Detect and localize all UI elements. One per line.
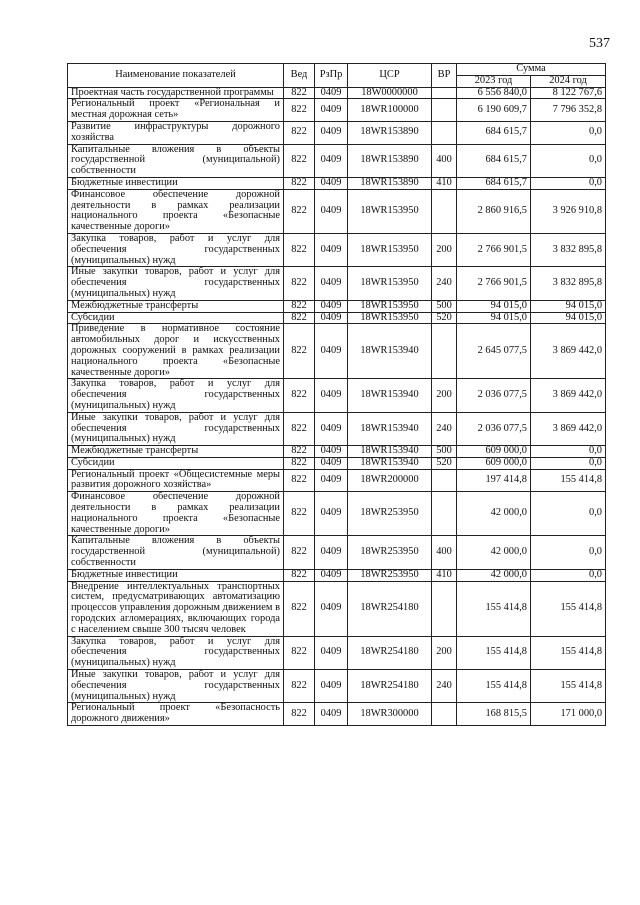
row-value-2024: 155 414,8 [531,469,606,492]
row-ved: 822 [284,412,315,445]
row-csr: 18WR153950 [348,312,432,324]
row-csr: 18WR153940 [348,324,432,379]
row-csr: 18WR200000 [348,469,432,492]
row-vr: 500 [432,446,457,458]
table-row [68,412,606,445]
row-ved: 822 [284,670,315,703]
row-name: Развитие инфраструктуры дорожного хозяйства [68,121,284,144]
row-vr: 410 [432,569,457,581]
row-name: Бюджетные инвестиции [68,569,284,581]
row-csr: 18WR300000 [348,703,432,726]
row-value-2024: 0,0 [531,177,606,189]
row-name: Капитальные вложения в объекты государственной (муниципальной) собственности [68,536,284,569]
row-ved: 822 [284,300,315,312]
row-name: Бюджетные инвестиции [68,177,284,189]
col-header-sum: Сумма [457,64,606,76]
row-rzpr: 0409 [315,324,348,379]
row-ved: 822 [284,267,315,300]
row-name: Иные закупки товаров, работ и услуг для обеспечения государственных (муниципальных) нужд [68,670,284,703]
row-csr: 18W0000000 [348,87,432,99]
row-ved: 822 [284,703,315,726]
row-value-2023: 168 815,5 [457,703,531,726]
row-rzpr: 0409 [315,144,348,177]
row-value-2023: 6 190 609,7 [457,99,531,122]
table-row [68,379,606,412]
row-ved: 822 [284,379,315,412]
row-ved: 822 [284,177,315,189]
row-value-2024: 8 122 767,6 [531,87,606,99]
table-row [68,703,606,726]
row-value-2024: 0,0 [531,144,606,177]
row-vr: 400 [432,144,457,177]
row-ved: 822 [284,312,315,324]
row-rzpr: 0409 [315,581,348,636]
row-rzpr: 0409 [315,312,348,324]
row-name: Закупка товаров, работ и услуг для обеспечения государственных (муниципальных) нужд [68,379,284,412]
table-header [68,64,606,88]
row-name: Субсидии [68,312,284,324]
row-csr: 18WR153940 [348,379,432,412]
row-csr: 18WR100000 [348,99,432,122]
row-ved: 822 [284,99,315,122]
row-name: Приведение в нормативное состояние автомобильных дорог и искусственных дорожных сооружений в рамках реализации национального проекта «Безопасные качественные дороги» [68,324,284,379]
table-row [68,636,606,669]
col-header-ved: Вед [284,64,315,88]
col-header-name: Наименование показателей [68,64,284,88]
row-value-2024: 0,0 [531,569,606,581]
table-row [68,121,606,144]
row-value-2024: 94 015,0 [531,312,606,324]
row-value-2023: 42 000,0 [457,536,531,569]
row-name: Закупка товаров, работ и услуг для обеспечения государственных (муниципальных) нужд [68,233,284,266]
row-name: Межбюджетные трансферты [68,300,284,312]
table-row [68,324,606,379]
row-value-2024: 7 796 352,8 [531,99,606,122]
row-rzpr: 0409 [315,189,348,233]
row-value-2024: 94 015,0 [531,300,606,312]
row-rzpr: 0409 [315,569,348,581]
row-csr: 18WR153950 [348,267,432,300]
col-header-2023: 2023 год [457,75,531,87]
row-csr: 18WR153950 [348,233,432,266]
row-value-2024: 0,0 [531,446,606,458]
table-row [68,99,606,122]
row-csr: 18WR253950 [348,536,432,569]
row-vr: 200 [432,636,457,669]
table-row [68,312,606,324]
col-header-rzpr: РзПр [315,64,348,88]
row-value-2023: 2 860 916,5 [457,189,531,233]
row-name: Капитальные вложения в объекты государственной (муниципальной) собственности [68,144,284,177]
row-value-2023: 155 414,8 [457,636,531,669]
row-vr [432,121,457,144]
row-value-2023: 2 036 077,5 [457,412,531,445]
row-value-2024: 3 832 895,8 [531,267,606,300]
row-value-2023: 684 615,7 [457,177,531,189]
row-vr: 400 [432,536,457,569]
row-value-2023: 609 000,0 [457,457,531,469]
table-row [68,233,606,266]
table-row [68,446,606,458]
row-vr [432,469,457,492]
row-value-2023: 684 615,7 [457,144,531,177]
row-value-2023: 2 036 077,5 [457,379,531,412]
row-value-2024: 3 832 895,8 [531,233,606,266]
row-vr [432,99,457,122]
row-csr: 18WR254180 [348,636,432,669]
row-vr [432,703,457,726]
row-value-2023: 684 615,7 [457,121,531,144]
row-vr [432,492,457,536]
row-csr: 18WR254180 [348,581,432,636]
table-row [68,177,606,189]
row-value-2023: 155 414,8 [457,581,531,636]
row-ved: 822 [284,469,315,492]
row-vr: 240 [432,670,457,703]
page-number: 537 [589,36,610,51]
table-row [68,457,606,469]
row-ved: 822 [284,189,315,233]
row-ved: 822 [284,87,315,99]
row-rzpr: 0409 [315,536,348,569]
row-rzpr: 0409 [315,412,348,445]
row-rzpr: 0409 [315,379,348,412]
row-vr [432,581,457,636]
row-name: Межбюджетные трансферты [68,446,284,458]
row-value-2023: 42 000,0 [457,492,531,536]
row-name: Региональный проект «Региональная и местная дорожная сеть» [68,99,284,122]
row-csr: 18WR153890 [348,144,432,177]
row-name: Региональный проект «Общесистемные меры развития дорожного хозяйства» [68,469,284,492]
table-row [68,536,606,569]
row-value-2024: 155 414,8 [531,670,606,703]
row-rzpr: 0409 [315,703,348,726]
row-value-2024: 3 869 442,0 [531,379,606,412]
row-value-2023: 155 414,8 [457,670,531,703]
row-value-2023: 94 015,0 [457,312,531,324]
row-name: Финансовое обеспечение дорожной деятельности в рамках реализации национального проекта «Безопасные качественные дороги» [68,189,284,233]
row-value-2023: 2 766 901,5 [457,233,531,266]
row-csr: 18WR253950 [348,569,432,581]
col-header-2024: 2024 год [531,75,606,87]
table-row [68,569,606,581]
row-ved: 822 [284,457,315,469]
row-csr: 18WR153890 [348,121,432,144]
row-value-2023: 6 556 840,0 [457,87,531,99]
row-vr [432,87,457,99]
row-csr: 18WR254180 [348,670,432,703]
row-vr: 520 [432,312,457,324]
row-value-2024: 0,0 [531,536,606,569]
row-ved: 822 [284,121,315,144]
row-value-2024: 3 926 910,8 [531,189,606,233]
row-csr: 18WR153940 [348,457,432,469]
row-value-2024: 171 000,0 [531,703,606,726]
table-row [68,670,606,703]
row-ved: 822 [284,446,315,458]
row-value-2024: 3 869 442,0 [531,412,606,445]
row-ved: 822 [284,636,315,669]
table-row [68,300,606,312]
row-value-2023: 2 766 901,5 [457,267,531,300]
row-value-2024: 155 414,8 [531,581,606,636]
row-value-2024: 0,0 [531,121,606,144]
table-row [68,144,606,177]
row-value-2023: 94 015,0 [457,300,531,312]
col-header-csr: ЦСР [348,64,432,88]
row-value-2024: 3 869 442,0 [531,324,606,379]
row-csr: 18WR153940 [348,446,432,458]
row-rzpr: 0409 [315,121,348,144]
row-vr: 240 [432,267,457,300]
row-ved: 822 [284,536,315,569]
table-row [68,469,606,492]
row-rzpr: 0409 [315,87,348,99]
row-name: Региональный проект «Безопасность дорожного движения» [68,703,284,726]
row-csr: 18WR153950 [348,300,432,312]
row-vr: 520 [432,457,457,469]
row-vr: 410 [432,177,457,189]
row-csr: 18WR253950 [348,492,432,536]
row-value-2023: 197 414,8 [457,469,531,492]
row-ved: 822 [284,144,315,177]
row-name: Внедрение интеллектуальных транспортных систем, предусматривающих автоматизацию процессов управления дорожным движением в городских агломерациях, включающих города с населением свыше 300 тысяч человек [68,581,284,636]
row-name: Субсидии [68,457,284,469]
table-row [68,492,606,536]
row-ved: 822 [284,492,315,536]
row-rzpr: 0409 [315,457,348,469]
row-rzpr: 0409 [315,469,348,492]
row-value-2024: 0,0 [531,492,606,536]
row-vr [432,189,457,233]
row-value-2024: 155 414,8 [531,636,606,669]
row-csr: 18WR153950 [348,189,432,233]
table-row [68,581,606,636]
row-ved: 822 [284,569,315,581]
row-rzpr: 0409 [315,99,348,122]
table-row [68,87,606,99]
col-header-vr: ВР [432,64,457,88]
row-csr: 18WR153940 [348,412,432,445]
row-vr [432,324,457,379]
row-vr: 200 [432,379,457,412]
row-rzpr: 0409 [315,636,348,669]
row-value-2023: 42 000,0 [457,569,531,581]
row-value-2024: 0,0 [531,457,606,469]
row-vr: 240 [432,412,457,445]
table-row [68,189,606,233]
row-vr: 500 [432,300,457,312]
row-value-2023: 609 000,0 [457,446,531,458]
table-body [68,87,606,725]
row-name: Финансовое обеспечение дорожной деятельности в рамках реализации национального проекта «Безопасные качественные дороги» [68,492,284,536]
row-name: Иные закупки товаров, работ и услуг для обеспечения государственных (муниципальных) нужд [68,412,284,445]
row-rzpr: 0409 [315,267,348,300]
row-ved: 822 [284,581,315,636]
row-rzpr: 0409 [315,492,348,536]
row-ved: 822 [284,233,315,266]
budget-table [67,63,606,726]
row-rzpr: 0409 [315,446,348,458]
row-ved: 822 [284,324,315,379]
row-vr: 200 [432,233,457,266]
table-row [68,267,606,300]
row-rzpr: 0409 [315,233,348,266]
row-value-2023: 2 645 077,5 [457,324,531,379]
row-name: Проектная часть государственной программы [68,87,284,99]
row-rzpr: 0409 [315,670,348,703]
row-name: Иные закупки товаров, работ и услуг для обеспечения государственных (муниципальных) нужд [68,267,284,300]
row-rzpr: 0409 [315,177,348,189]
row-csr: 18WR153890 [348,177,432,189]
row-name: Закупка товаров, работ и услуг для обеспечения государственных (муниципальных) нужд [68,636,284,669]
row-rzpr: 0409 [315,300,348,312]
